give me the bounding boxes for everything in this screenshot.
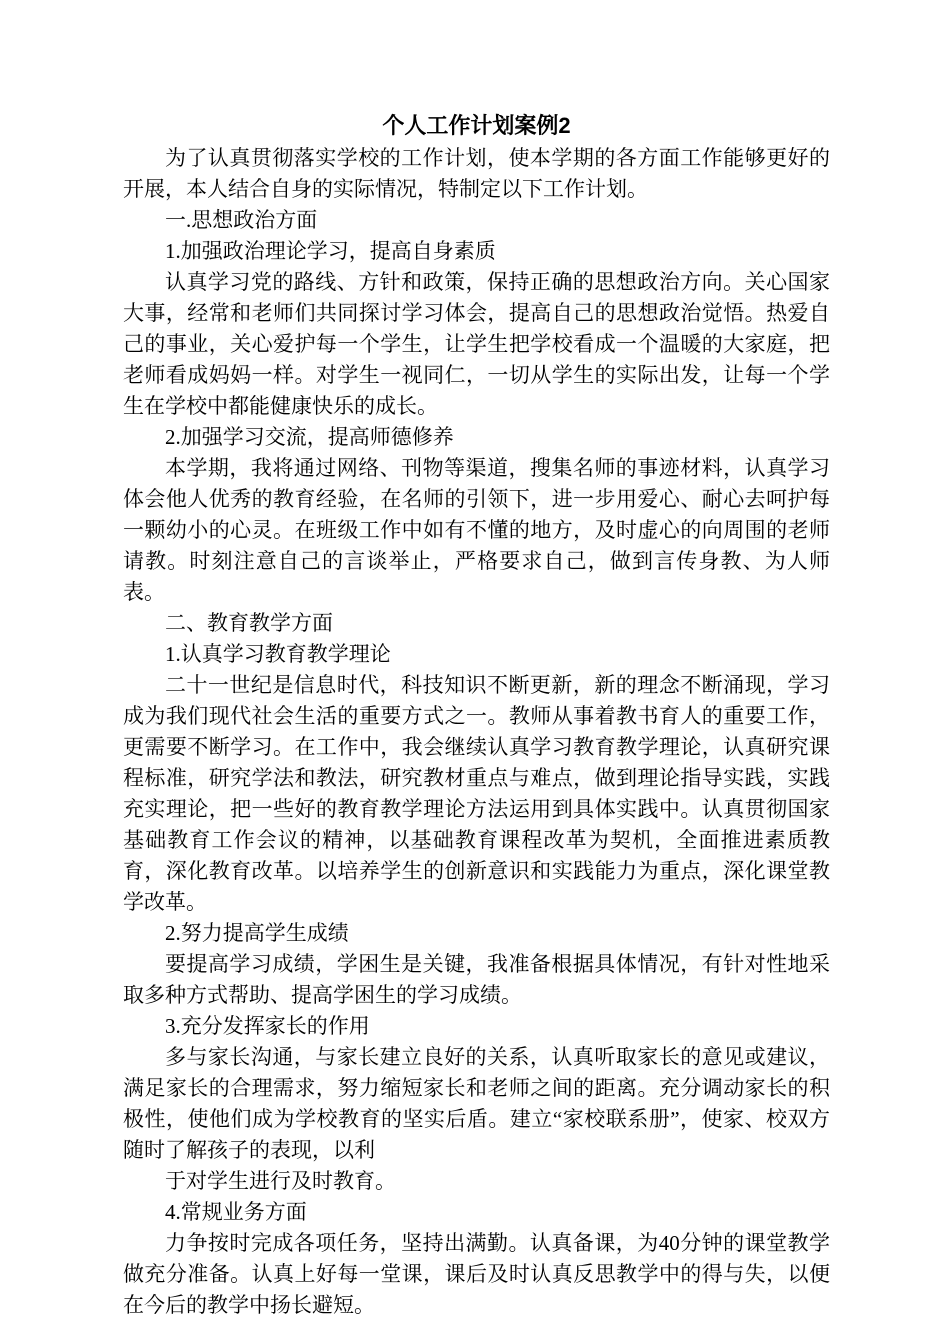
heading-section-1: 一.思想政治方面 [165, 208, 318, 232]
body-2-2: 要提高学习成绩，学困生是关键，我准备根据具体情况，有针对性地采取多种方式帮助、提高学困生的学习成绩。 [123, 952, 830, 1007]
heading-2-2: 2.努力提高学生成绩 [165, 921, 349, 945]
heading-2-3: 3.充分发挥家长的作用 [165, 1014, 370, 1038]
heading-section-2: 二、教育教学方面 [165, 611, 333, 635]
body-2-3-continuation: 于对学生进行及时教育。 [165, 1169, 396, 1193]
body-1-2: 本学期，我将通过网络、刊物等渠道，搜集名师的事迹材料，认真学习体会他人优秀的教育经验，在名师的引领下，进一步用爱心、耐心去呵护每一颗幼小的心灵。在班级工作中如有不懂的地方，及时虚心的向周围的老师请教。时刻注意自己的言谈举止，严格要求自己，做到言传身教、为人师表。 [123, 456, 830, 604]
body-2-1: 二十一世纪是信息时代，科技知识不断更新，新的理念不断涌现，学习成为我们现代社会生活的重要方式之一。教师从事着教书育人的重要工作，更需要不断学习。在工作中，我会继续认真学习教育教学理论，认真研究课程标准，研究学法和教法，研究教材重点与难点，做到理论指导实践，实践充实理论，把一些好的教育教学理论方法运用到具体实践中。认真贯彻国家基础教育工作会议的精神，以基础教育课程改革为契机，全面推进素质教育，深化教育改革。以培养学生的创新意识和实践能力为重点，深化课堂教学改革。 [123, 673, 830, 914]
heading-1-1: 1.加强政治理论学习，提高自身素质 [165, 239, 496, 263]
document-title: 个人工作计划案例2 [382, 113, 571, 138]
body-1-1: 认真学习党的路线、方针和政策，保持正确的思想政治方向。关心国家大事，经常和老师们共同探讨学习体会，提高自己的思想政治觉悟。热爱自己的事业，关心爱护每一个学生，让学生把学校看成一个温暖的大家庭，把老师看成妈妈一样。对学生一视同仁，一切从学生的实际出发，让每一个学生在学校中都能健康快乐的成长。 [123, 270, 830, 418]
paragraph-intro: 为了认真贯彻落实学校的工作计划，使本学期的各方面工作能够更好的开展，本人结合自身的实际情况，特制定以下工作计划。 [123, 146, 830, 201]
heading-2-4: 4.常规业务方面 [165, 1200, 307, 1224]
heading-1-2: 2.加强学习交流，提高师德修养 [165, 425, 454, 449]
heading-2-1: 1.认真学习教育教学理论 [165, 642, 391, 666]
body-2-3: 多与家长沟通，与家长建立良好的关系，认真听取家长的意见或建议，满足家长的合理需求，努力缩短家长和老师之间的距离。充分调动家长的积极性，使他们成为学校教育的坚实后盾。建立“家校联系册”，使家、校双方随时了解孩子的表现，以利 [123, 1045, 830, 1162]
body-2-4: 力争按时完成各项任务，坚持出满勤。认真备课，为40分钟的课堂教学做充分准备。认真上好每一堂课，课后及时认真反思教学中的得与失，以便在今后的教学中扬长避短。 [123, 1231, 830, 1317]
